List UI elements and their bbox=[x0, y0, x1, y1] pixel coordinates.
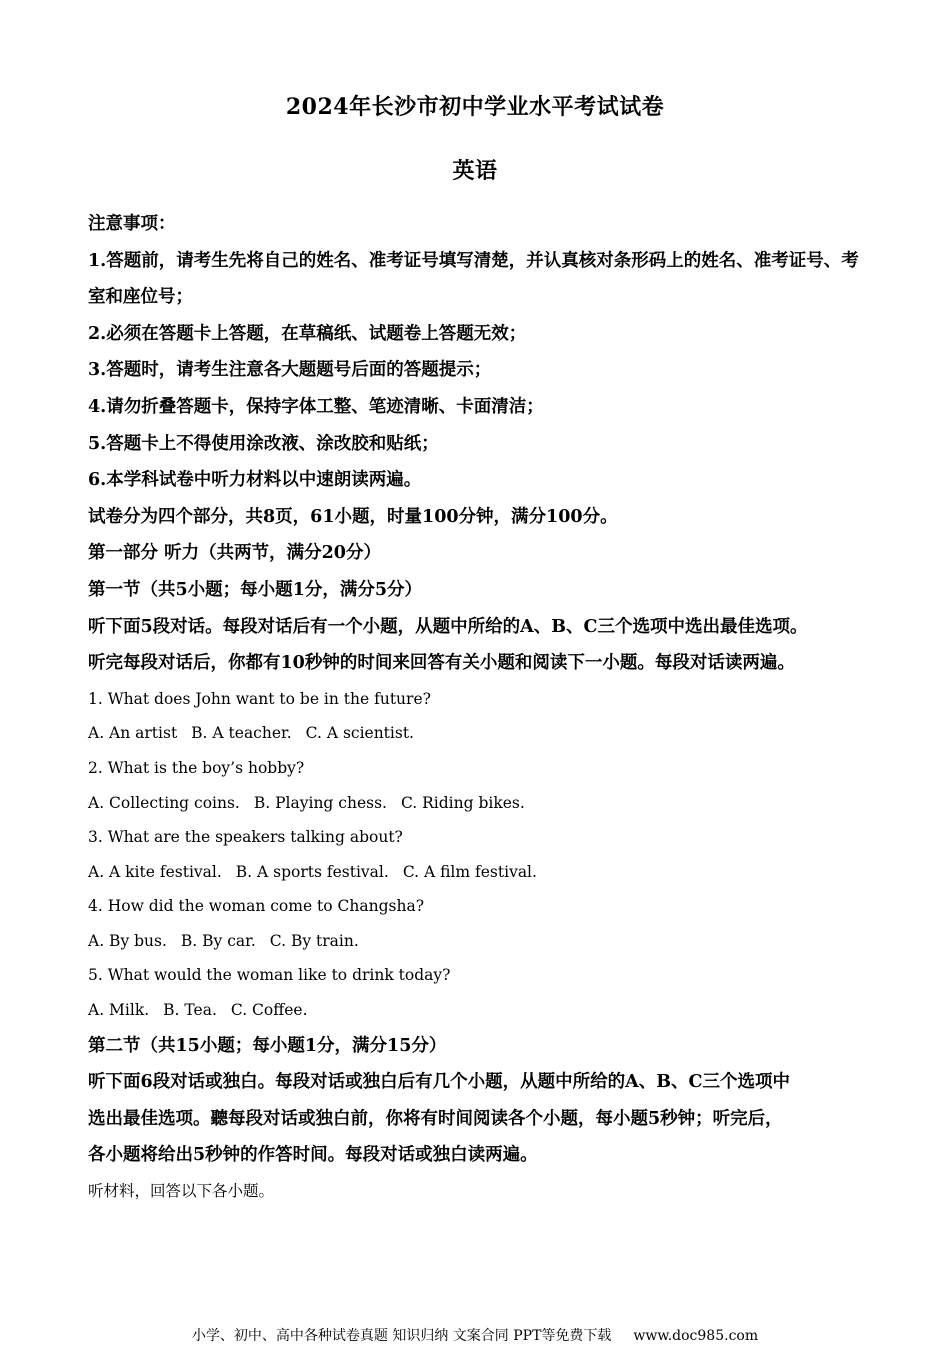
option-c: C. Coffee. bbox=[230, 1001, 308, 1020]
section1-heading: 第一节（共5小题；每小题1分，满分5分） bbox=[88, 579, 423, 600]
exam-content bbox=[88, 206, 888, 1209]
notice-item: 6.本学科试卷中听力材料以中速朗读两遍。 bbox=[88, 470, 422, 491]
option-c: C. Riding bikes. bbox=[400, 793, 525, 812]
section2-heading: 第二节（共15小题；每小题1分，满分15分） bbox=[88, 1035, 447, 1056]
section2-instruction: 各小题将给出5秒钟的作答时间。每段对话或独白读两遍。 bbox=[88, 1145, 538, 1166]
section2-instruction: 听下面6段对话或独白。每段对话或独白后有几个小题，从题中所给的A、B、C三个选项中 bbox=[88, 1072, 790, 1093]
option-c: C. A film festival. bbox=[402, 862, 537, 881]
footer-text: 小学、初中、高中各种试卷真题 知识归纳 文案合同 PPT等免费下载 bbox=[191, 1328, 612, 1344]
question-text: 4. How did the woman come to Changsha? bbox=[88, 897, 425, 916]
question-1 bbox=[88, 682, 888, 751]
option-b: B. Playing chess. bbox=[253, 793, 387, 812]
question-text: 2. What is the boy’s hobby? bbox=[88, 758, 305, 777]
option-c: C. By train. bbox=[269, 931, 359, 950]
section1-instruction: 听完每段对话后，你都有10秒钟的时间来回答有关小题和阅读下一小题。每段对话读两遍。 bbox=[88, 653, 795, 674]
option-a: A. An artist bbox=[88, 724, 178, 743]
page-footer bbox=[0, 1325, 950, 1345]
notice-item: 5.答题卡上不得使用涂改液、涂改胶和贴纸； bbox=[88, 433, 439, 454]
part1-heading: 第一部分 听力（共两节，满分20分） bbox=[88, 543, 381, 564]
question-options bbox=[88, 786, 888, 821]
question-4 bbox=[88, 889, 888, 958]
section2-instruction: 选出最佳选项。聽每段对话或独白前，你将有时间阅读各个小题，每小题5秒钟；听完后， bbox=[88, 1108, 783, 1129]
question-options bbox=[88, 855, 888, 890]
option-a: A. Collecting coins. bbox=[88, 793, 240, 812]
question-text: 3. What are the speakers talking about? bbox=[88, 828, 403, 847]
question-5 bbox=[88, 958, 888, 1027]
option-b: B. By car. bbox=[180, 931, 256, 950]
section1-instruction: 听下面5段对话。每段对话后有一个小题，从题中所给的A、B、C三个选项中选出最佳选项。 bbox=[88, 616, 808, 637]
option-b: B. A teacher. bbox=[191, 724, 292, 743]
notice-item: 3.答题时，请考生注意各大题题号后面的答题提示； bbox=[88, 360, 492, 381]
notice-heading: 注意事项： bbox=[88, 214, 176, 234]
notice-item: 2.必须在答题卡上答题，在草稿纸、试题卷上答题无效； bbox=[88, 323, 527, 344]
option-c: C. A scientist. bbox=[305, 724, 414, 743]
question-text: 1. What does John want to be in the future? bbox=[88, 689, 431, 708]
question-3 bbox=[88, 820, 888, 889]
exam-title: 2024年长沙市初中学业水平考试试卷 bbox=[285, 94, 665, 120]
exam-intro: 试卷分为四个部分，共8页，61小题，时量100分钟，满分100分。 bbox=[88, 506, 618, 527]
notice-item: 1.答题前，请考生先将自己的姓名、准考证号填写清楚，并认真核对条形码上的姓名、准考证号、考室和座位号； bbox=[88, 250, 859, 308]
footer-url[interactable]: www.doc985.com bbox=[633, 1328, 759, 1344]
option-a: A. By bus. bbox=[88, 931, 167, 950]
option-b: B. A sports festival. bbox=[235, 862, 389, 881]
option-b: B. Tea. bbox=[163, 1001, 217, 1020]
question-options bbox=[88, 993, 888, 1028]
question-options bbox=[88, 924, 888, 959]
option-a: A. Milk. bbox=[88, 1001, 150, 1020]
notice-item: 4.请勿折叠答题卡，保持字体工整、笔迹清晰、卡面清洁； bbox=[88, 396, 544, 417]
question-options bbox=[88, 716, 888, 751]
section2-note: 听材料，回答以下各小题。 bbox=[88, 1182, 275, 1201]
question-2 bbox=[88, 751, 888, 820]
option-a: A. A kite festival. bbox=[88, 862, 222, 881]
subject-title: 英语 bbox=[452, 158, 498, 184]
question-text: 5. What would the woman like to drink today? bbox=[88, 966, 451, 985]
